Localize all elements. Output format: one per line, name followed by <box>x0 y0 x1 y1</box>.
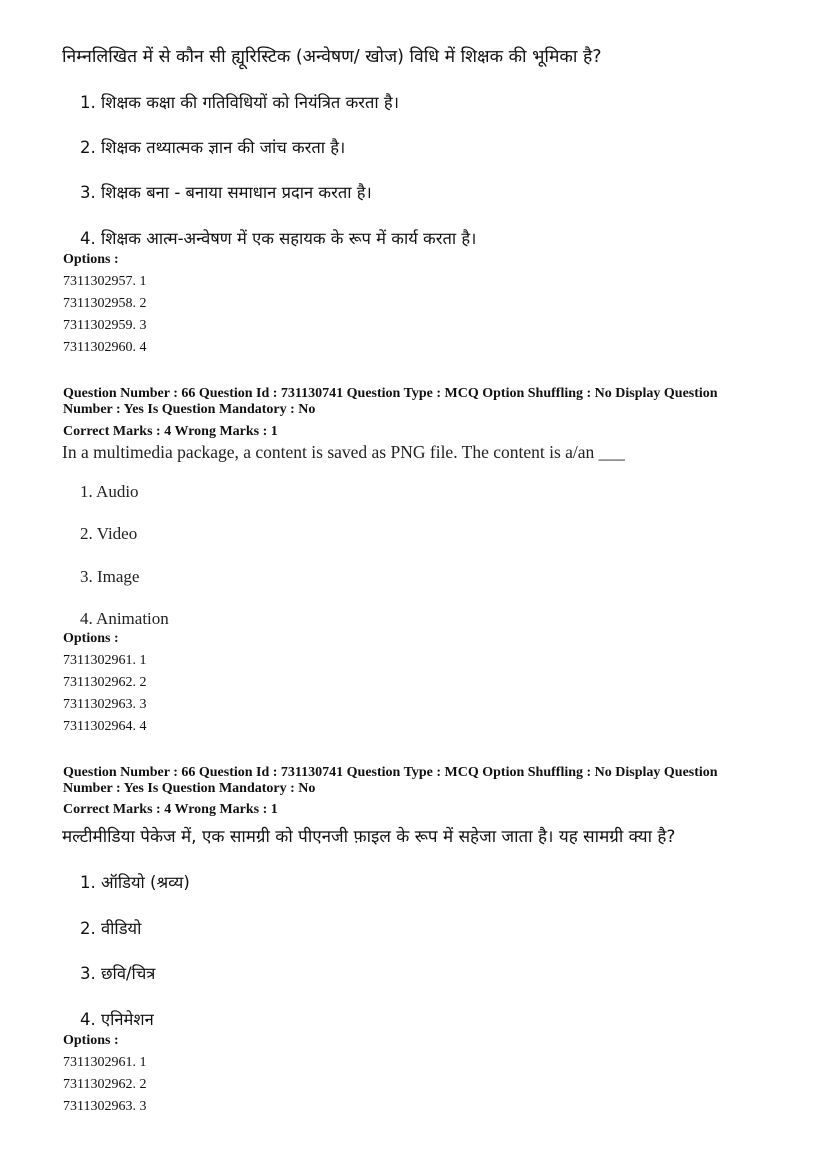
question-text: मल्टीमीडिया पेकेज में, एक सामग्री को पीएनजी फ़ाइल के रूप में सहेजा जाता है। यह सामग्री क्या है? <box>62 827 676 847</box>
option-id: 7311302960. 4 <box>63 340 147 355</box>
options-label: Options : <box>63 631 119 646</box>
answer-choice: 1. Audio <box>80 482 139 501</box>
answer-choice: 2. शिक्षक तथ्यात्मक ज्ञान की जांच करता है। <box>80 138 346 157</box>
question-header: Question Number : 66 Question Id : 731130741 Question Type : MCQ Option Shuffling : No Display Question <box>63 765 718 780</box>
answer-choice: 2. Video <box>80 524 138 543</box>
option-id: 7311302958. 2 <box>63 296 147 311</box>
marks-info: Correct Marks : 4 Wrong Marks : 1 <box>63 802 278 817</box>
question-header: Number : Yes Is Question Mandatory : No <box>63 402 316 417</box>
option-id: 7311302963. 3 <box>63 697 147 712</box>
answer-choice: 1. ऑडियो (श्रव्य) <box>80 873 190 892</box>
question-header: Number : Yes Is Question Mandatory : No <box>63 781 316 796</box>
answer-choice: 3. Image <box>80 567 140 586</box>
options-label: Options : <box>63 1033 119 1048</box>
answer-choice: 4. एनिमेशन <box>80 1010 154 1029</box>
answer-choice: 4. Animation <box>80 609 169 628</box>
answer-choice: 2. वीडियो <box>80 919 142 938</box>
option-id: 7311302961. 1 <box>63 1055 147 1070</box>
option-id: 7311302963. 3 <box>63 1099 147 1114</box>
answer-choice: 3. छवि/चित्र <box>80 964 156 983</box>
answer-choice: 1. शिक्षक कक्षा की गतिविधियों को नियंत्रित करता है। <box>80 93 399 112</box>
answer-choice: 4. शिक्षक आत्म-अन्वेषण में एक सहायक के रूप में कार्य करता है। <box>80 229 477 248</box>
option-id: 7311302962. 2 <box>63 1077 147 1092</box>
marks-info: Correct Marks : 4 Wrong Marks : 1 <box>63 424 278 439</box>
option-id: 7311302959. 3 <box>63 318 147 333</box>
options-label: Options : <box>63 252 119 267</box>
question-text: निम्नलिखित में से कौन सी ह्यूरिस्टिक (अन्वेषण/ खोज) विधि में शिक्षक की भूमिका है? <box>62 47 602 67</box>
option-id: 7311302964. 4 <box>63 719 147 734</box>
option-id: 7311302962. 2 <box>63 675 147 690</box>
option-id: 7311302957. 1 <box>63 274 147 289</box>
question-header: Question Number : 66 Question Id : 731130741 Question Type : MCQ Option Shuffling : No Display Question <box>63 386 718 401</box>
answer-choice: 3. शिक्षक बना - बनाया समाधान प्रदान करता है। <box>80 183 372 202</box>
option-id: 7311302961. 1 <box>63 653 147 668</box>
question-text: In a multimedia package, a content is saved as PNG file. The content is a/an ___ <box>62 442 625 462</box>
